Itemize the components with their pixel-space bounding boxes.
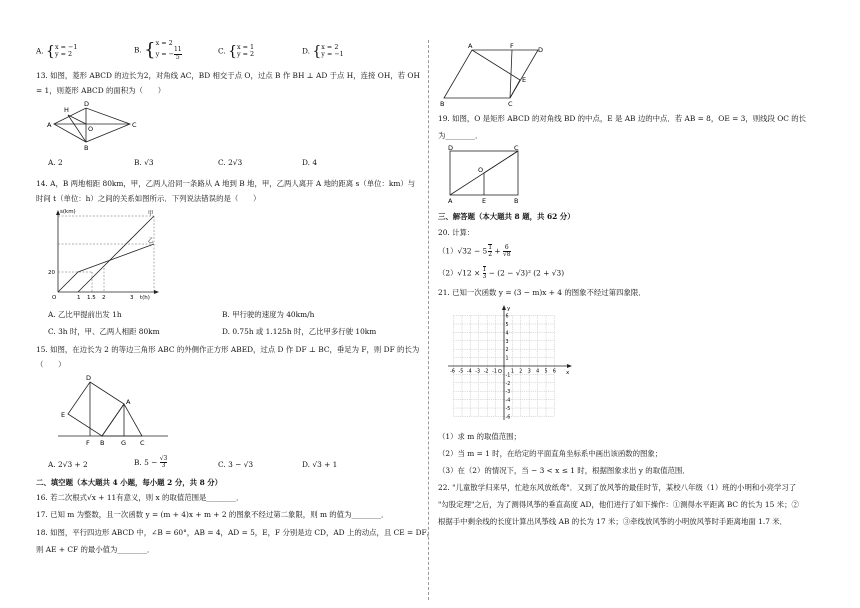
q14-origin: O bbox=[52, 295, 57, 300]
grid-xtick-label: -2 bbox=[483, 369, 489, 375]
grid-ytick-label: -1 bbox=[505, 373, 511, 379]
q14-tick-3: 3 bbox=[130, 295, 134, 300]
grid-ytick-label: -5 bbox=[505, 407, 511, 412]
q19-text-line2: 为________． bbox=[438, 131, 483, 140]
q18-parallelogram-figure bbox=[440, 40, 548, 108]
q14-ylabel: s(km) bbox=[60, 209, 76, 215]
q13-option-c: C. 2√3 bbox=[218, 158, 243, 167]
grid-x-label: x bbox=[566, 370, 570, 376]
q19-label-e: E bbox=[482, 197, 487, 205]
q12-option-b: B. {x = 2 y = − $\frac{11}{5}$ bbox=[134, 39, 182, 61]
q15-label-c: C bbox=[140, 439, 145, 447]
q21-coordinate-grid bbox=[444, 302, 576, 424]
q15-label-g: G bbox=[121, 439, 127, 447]
q22-text-line3: 根据手中剩余线的长度计算出风筝线 AB 的长为 17 米；③牵线放风筝的小明放风筝时手距离地面 1.7 米． bbox=[438, 517, 788, 526]
q21-part1: （1）求 m 的取值范围； bbox=[438, 432, 521, 441]
q18-label-f: F bbox=[510, 42, 514, 50]
q19-label-d: D bbox=[448, 144, 454, 152]
q18-label-b: B bbox=[440, 100, 445, 108]
q14-option-c: C. 3h 时，甲、乙两人相距 80km bbox=[48, 327, 160, 336]
q19-label-a: A bbox=[448, 197, 453, 205]
q21-text: 21. 已知一次函数 y = (3 − m)x + 4 的图象不经过第四象限． bbox=[438, 288, 646, 297]
grid-y-label: y bbox=[507, 306, 511, 312]
grid-ytick-label: 4 bbox=[505, 331, 509, 337]
q17-text: 17. 已知 m 为整数，且一次函数 y = (m + 4)x + m + 2 的图象不经过第二象限，则 m 的值为________． bbox=[36, 510, 389, 519]
q14-tick-2: 2 bbox=[102, 295, 106, 300]
q15-option-c: C. 3 − √3 bbox=[218, 460, 254, 469]
grid-xtick-label: -6 bbox=[450, 369, 455, 375]
q15-option-a: A. 2√3 + 2 bbox=[48, 460, 88, 469]
grid-xtick-label: 6 bbox=[552, 369, 556, 375]
q13-label-o: O bbox=[88, 125, 94, 133]
q15-label-f: F bbox=[86, 439, 90, 447]
grid-ytick-label: 3 bbox=[505, 339, 509, 345]
q18-text-line2: 则 AE + CF 的最小值为________． bbox=[36, 545, 155, 554]
q13-option-a: A. 2 bbox=[48, 158, 63, 167]
q14-label-jia: 甲 bbox=[148, 211, 154, 217]
q15-label-d: D bbox=[86, 374, 92, 382]
q13-option-b: B. √3 bbox=[134, 158, 154, 167]
q13-label-c: C bbox=[132, 121, 137, 129]
q13-label-d: D bbox=[84, 100, 90, 108]
q21-part2: （2）当 m = 1 时，在给定的平面直角坐标系中画出该函数的图象； bbox=[438, 449, 663, 458]
q14-tick-1: 1 bbox=[77, 295, 81, 300]
q22-text-line2: "勾股定理"之后，为了测得风筝的垂直高度 AD，他们进行了如下操作：①测得水平距离 BC 的长为 15 米；② bbox=[438, 500, 799, 509]
q13-label-b: B bbox=[84, 144, 89, 152]
q12-option-d: D. {x = 2 y = −1 bbox=[302, 43, 344, 60]
q19-rectangle-figure bbox=[442, 144, 526, 206]
grid-ytick-label: 1 bbox=[505, 356, 509, 362]
section2-title: 二、填空题（本大题共 4 小题，每小题 2 分，共 8 分） bbox=[36, 478, 223, 487]
q13-rhombus-figure bbox=[44, 100, 140, 152]
grid-ytick-label: 2 bbox=[505, 348, 509, 354]
q20-part1: （1）√32 − 5 $\frac{1}{2}$ + $\frac{6}{√8}$ bbox=[438, 243, 511, 259]
q14-label-yi: 乙 bbox=[148, 238, 154, 244]
q12-option-a: A. {x = −1 y = 2 bbox=[36, 43, 78, 60]
q12-option-c: C. {x = 1 y = 2 bbox=[218, 43, 255, 60]
grid-xtick-label: 1 bbox=[510, 369, 514, 375]
q16-text: 16. 若二次根式√x + 11有意义，则 x 的取值范围是________． bbox=[36, 493, 244, 502]
q14-option-a: A. 乙比甲提前出发 1h bbox=[48, 310, 122, 319]
q14-option-d: D. 0.75h 或 1.125h 时，乙比甲多行驶 10km bbox=[222, 327, 377, 336]
q20-text: 20. 计算： bbox=[438, 228, 475, 237]
q13-option-d: D. 4 bbox=[302, 158, 318, 167]
grid-xtick-label: -4 bbox=[466, 369, 472, 375]
q21-part3: （3）在（2）的情况下，当 − 3 < x ≤ 1 时，根据图象求出 y 的取值范围． bbox=[438, 466, 690, 475]
grid-xtick-label: 3 bbox=[527, 369, 531, 375]
q15-label-e: E bbox=[61, 411, 66, 419]
column-divider bbox=[428, 40, 429, 600]
q19-label-b: B bbox=[514, 197, 519, 205]
q18-label-e: E bbox=[522, 76, 527, 84]
q15-label-a: A bbox=[126, 398, 131, 406]
q18-text-line1: 18. 如图，平行四边形 ABCD 中，∠B = 60°，AB = 4，AD = 5，E，F 分别是边 CD，AD 上的动点，且 CE = DF， bbox=[36, 528, 435, 537]
q14-text: 14. A，B 两地相距 80km，甲，乙两人沿同一条路从 A 地到 B 地，甲，乙两人离开 A 地的距离 s（单位：km）与时间 t（单位：h）之间的关系如图所示．下列说法错误的是（ ） bbox=[36, 179, 416, 203]
q14-option-b: B. 甲行驶的速度为 40km/h bbox=[222, 310, 315, 319]
section3-title: 三、解答题（本大题共 8 题，共 62 分） bbox=[438, 212, 575, 221]
q15-option-b: B. 5 − $\frac{√3}{3}$ bbox=[134, 455, 168, 470]
grid-xtick-label: -1 bbox=[492, 369, 497, 375]
grid-ytick-label: 5 bbox=[505, 323, 509, 328]
grid-xtick-label: 4 bbox=[536, 369, 540, 375]
grid-xtick-label: 2 bbox=[519, 369, 523, 375]
grid-ytick-label: -2 bbox=[505, 381, 511, 387]
q14-xlabel: t(h) bbox=[140, 295, 150, 300]
q18-label-c: C bbox=[508, 100, 513, 108]
grid-ytick-label: -3 bbox=[505, 390, 511, 396]
q15-figure bbox=[52, 372, 172, 448]
q14-tick-1-5: 1.5 bbox=[87, 295, 96, 300]
q19-label-o: O bbox=[478, 166, 484, 174]
q18-label-d: D bbox=[538, 46, 544, 54]
grid-ytick-label: 6 bbox=[505, 314, 509, 320]
grid-ytick-label: -4 bbox=[505, 398, 511, 404]
q13-label-a: A bbox=[47, 121, 52, 129]
q15-label-b: B bbox=[100, 439, 105, 447]
grid-origin: O bbox=[498, 369, 502, 375]
q15-text: 15. 如图，在边长为 2 的等边三角形 ABC 的外侧作正方形 ABED，过点 D 作 DF ⊥ BC，垂足为 F，则 DF 的长为（ ） bbox=[36, 345, 420, 369]
q19-text-line1: 19. 如图，O 是矩形 ABCD 的对角线 BD 的中点，E 是 AB 边的中点．若 AB = 8，OE = 3，则线段 OC 的长 bbox=[438, 114, 807, 123]
q22-text-line1: 22. "儿童散学归来早，忙趁东风放纸鸢"．又到了放风筝的最佳时节，某校八年级（1）班的小明和小亮学习了 bbox=[438, 483, 797, 492]
q19-label-c: C bbox=[514, 144, 519, 152]
grid-xtick-label: 5 bbox=[544, 369, 548, 375]
q20-part2: （2）√12 × $\frac{1}{3}$ − (2 − √3)² (2 + √3) bbox=[438, 266, 565, 281]
q14-graph bbox=[44, 208, 160, 300]
q18-label-a: A bbox=[468, 42, 473, 50]
q14-tick-20: 20 bbox=[48, 270, 55, 276]
q13-text: 13. 如图，菱形 ABCD 的边长为2，对角线 AC，BD 相交于点 O，过点 B 作 BH ⊥ AD 于点 H，连接 OH，若 OH = 1，则菱形 ABCD 的面积为（ ） bbox=[36, 71, 420, 95]
q15-option-d: D. √3 + 1 bbox=[302, 460, 338, 469]
grid-ytick-label: -6 bbox=[505, 415, 511, 421]
q13-label-h: H bbox=[64, 106, 69, 114]
grid-xtick-label: -5 bbox=[458, 369, 464, 375]
grid-xtick-label: -3 bbox=[475, 369, 481, 375]
